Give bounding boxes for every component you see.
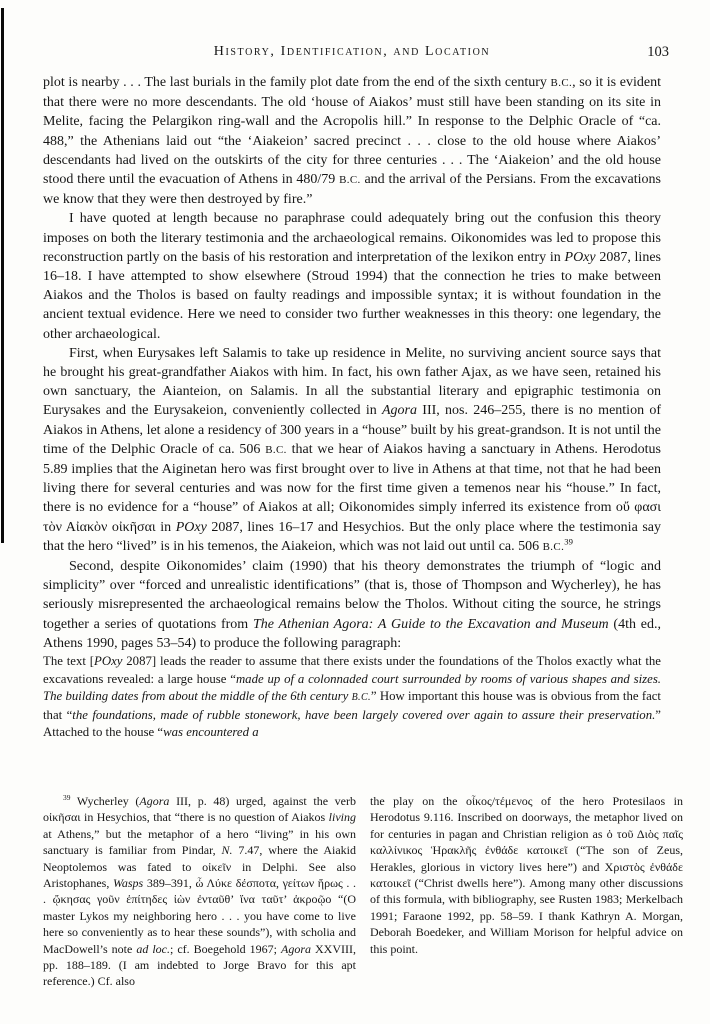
text-run: 2087, lines 16–18. I have attempted to show elsewhere (Stroud 1994) that the connection he tries to make between Aiakos and the Tholos is based on faulty readings and impossible syntax; it is without foundation in the ancient textual evidence. Here we need to consider two further weaknesses in this theory: one legendary, the other archaeological. bbox=[43, 249, 661, 342]
main-text bbox=[43, 73, 661, 742]
text-run: , so it is evident that there were no more descendants. The old ‘house of Aiakos’ must still have been standing on its site in Melite, facing the Pelargikon ring-wall and the Acropolis hill.” In response to the Delphic Oracle of “ca. 488,” the Athenians laid out “the ‘Aiakeion’ sacred precinct . . . close to the old house where Aiakos’ descendants had lived on the outskirts of the city for three centuries . . . The ‘Aiakeion’ and the old house stood there until the evacuation of Athens in 480/79 bbox=[43, 75, 661, 188]
text-run: plot is nearby . . . The last burials in the family plot date from the end of the sixth century bbox=[43, 75, 551, 90]
text-run: First, when Eurysakes left Salamis to take up residence in Melite, no surviving ancient source says that he brought his great-grandfather Aiakos with him. In fact, his own father Ajax, as we have seen, retained his own sanctuary, the Aianteion, on Salamis. In all the substantial literary and epigraphic testimonia on Eurysakes and the Eurysakeion, conveniently collected in bbox=[43, 345, 661, 419]
text-run: the play on the οἶκος/τέμενος of the hero Protesilaos in Herodotus 9.116. Inscribed on doorways, the metaphor lived on for centuries in pagan and Christian religion as ὁ τοῦ Διὸς παῖς καλλίνικος Ἡρακλῆς ἐνθάδε κατοικεῖ (“The son of Zeus, Herakles, glorious in victory lives here”) and Χριστὸς ἐνθάδε κατοικεῖ (“Christ dwells here”). Among many other discussions of this formula, with bibliography, see Rusten 1983; Merkelbach 1991; Faraone 1992, pp. 58–59. I thank Kathryn A. Morgan, Deborah Boedeker, and William Morison for helpful advice on this point. bbox=[370, 794, 683, 956]
text-run: was encountered a bbox=[163, 725, 259, 740]
text-run: at Athens,” but the metaphor of a hero “living” in his own sanctuary is familiar from Pindar, bbox=[43, 826, 356, 858]
text-run: living bbox=[328, 810, 356, 825]
body-paragraph-3 bbox=[43, 344, 661, 557]
text-run: The text [ bbox=[43, 654, 95, 669]
text-run: B.C. bbox=[351, 692, 371, 704]
text-run: Agora bbox=[139, 794, 170, 808]
text-run: the foundations, made of rubble stonework, have been largely covered over again to assure their preservation. bbox=[72, 707, 656, 722]
text-run: Second, despite Oikonomides’ claim (1990) that his theory demonstrates the triumph of “logic and simplicity” over “forced and unrealistic identifications” (that is, those of Thompson and Wycherley), he has seriously misrepresented the archaeological remains below the Tholos. Without citing the source, he strings together a series of quotations from bbox=[43, 559, 661, 632]
text-run: 7.47, where the Aiakid Neoptolemos was fated to οἰκεῖν in Delphi. See also Aristophanes, bbox=[43, 843, 356, 891]
text-run: 2087, lines 16–17 and Hesychios. But the only place where the testimonia say that the hero “lived” is in his temenos, the Aiakeion, which was not laid out until ca. 506 bbox=[43, 519, 661, 554]
text-run: B.C. bbox=[550, 77, 573, 89]
text-run: III, nos. 246–255, there is no mention of Aiakos in Athens, let alone a residency of 300 years in a “house” built by his great-grandson. It is not until the time of the Delphic Oracle of ca. 506 bbox=[43, 403, 662, 457]
text-run: 39 bbox=[63, 793, 71, 802]
text-run: made up of a colonnaded court surrounded by rooms of various shapes and sizes. The building dates from about the middle of the 6th century bbox=[43, 671, 661, 704]
body-paragraph-2 bbox=[43, 209, 661, 343]
text-run: The Athenian Agora: A Guide to the Excavation and Museum bbox=[253, 616, 609, 632]
block-quote bbox=[43, 653, 661, 742]
text-run: Agora bbox=[281, 941, 311, 956]
text-run: that we hear of Aiakos having a sanctuary in Athens. Herodotus 5.89 implies that the Aiginetan hero was first brought over to live in Athens at that time, not that he had been living there for several centuries and was now for the first time given a temenos near his “house.” In fact, there is no evidence for a “house” of Aiakos at all; Oikonomides simply inferred its existence from οὔ φασι τὸν Αἰακὸν οἰκῆσαι in bbox=[43, 441, 662, 535]
text-run: 39 bbox=[564, 536, 573, 547]
footnote-39-right-column bbox=[370, 793, 683, 990]
body-paragraph-1 bbox=[43, 73, 661, 209]
text-run: I have quoted at length because no paraphrase could adequately bring out the confusion this theory imposes on both the literary testimonia and the archaeological remains. Oikonomides was led to propose this reconstruction partly on the basis of his restoration and interpretation of the lexikon entry in bbox=[43, 211, 661, 265]
text-run: ; cf. Boegehold 1967; bbox=[170, 941, 281, 956]
footnote-39-left-column bbox=[43, 793, 356, 990]
running-head bbox=[43, 44, 669, 64]
text-run: POxy bbox=[94, 654, 123, 669]
text-run: Agora bbox=[382, 403, 417, 419]
text-run: Wycherley ( bbox=[70, 794, 140, 808]
text-run: ” Attached to the house “ bbox=[43, 707, 661, 740]
text-run: XXVIII, pp. 188–189. (I am indebted to Jorge Bravo for this apt reference.) Cf. also bbox=[43, 941, 356, 989]
scan-edge-artifact bbox=[1, 8, 4, 543]
page-title: History, Identification, and Location bbox=[213, 44, 491, 59]
text-run: B.C. bbox=[265, 443, 287, 456]
text-run: POxy bbox=[564, 249, 596, 265]
text-run: 389–391, ὦ Λύκε δέσποτα, γείτων ἥρως . . . ᾤκησας γοῦν ἐπίτηδες ἰὼν ἐνταῦθ’ ἵνα ταῦτ’ ἀκροῷο “(O master Lykos my neighboring hero . . . you have come to live here so conveniently as to hear these sounds”), with scholia and MacDowell’s note bbox=[43, 876, 356, 956]
text-run: POxy bbox=[175, 519, 207, 535]
text-run: ad loc. bbox=[136, 941, 170, 956]
text-run: and the arrival of the Persians. From the excavations we know that they were then destroyed by fire.” bbox=[43, 172, 661, 208]
text-run: ” How important this house was is obvious from the fact that “ bbox=[43, 689, 661, 722]
text-run: III, p. 48) urged, against the verb οἰκῆσαι in Hesychios, that “there is no question of Aiakos bbox=[43, 794, 356, 825]
text-run: 2087] leads the reader to assume that there exists under the foundations of the Tholos exactly what the excavations revealed: a large house “ bbox=[43, 654, 661, 686]
text-run: Wasps bbox=[112, 876, 144, 891]
footnotes bbox=[43, 793, 683, 990]
page-number: 103 bbox=[647, 44, 669, 60]
text-run: N. bbox=[221, 843, 233, 858]
text-run: B.C. bbox=[542, 540, 565, 553]
text-run: (4th ed., Athens 1990, pages 53–54) to produce the following paragraph: bbox=[43, 616, 661, 651]
body-paragraph-4 bbox=[43, 557, 661, 653]
text-run: B.C. bbox=[339, 174, 361, 187]
